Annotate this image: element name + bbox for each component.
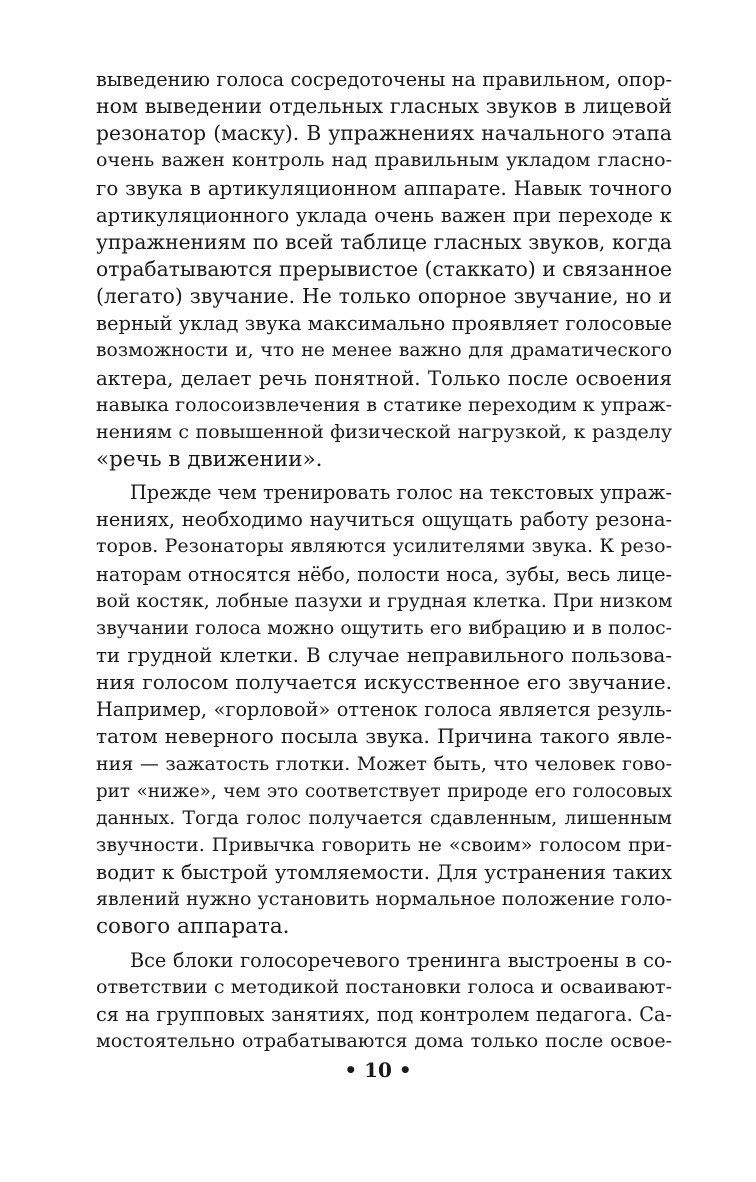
text-line: очень важен контроль над правильным укладом гласно- [96,149,672,172]
text-line: (легато) звучание. Не только опорное звучание, но и [96,284,672,309]
page-body [96,66,672,1055]
text-line: звучности. Привычка говорить не «своим» голосом при- [96,833,672,856]
text-line: сового аппарата. [96,914,290,940]
text-line: водит к быстрой утомляемости. Для устранения таких [96,861,672,885]
text-line: нениям с повышенной физической нагрузкой, к разделу [96,420,672,443]
text-line: торов. Резонаторы являются усилителями звука. К резо- [96,535,672,558]
page-number: • 10 • [344,1058,412,1082]
text-line: актера, делает речь понятной. Только после освоения [96,366,672,390]
text-line: явлений нужно установить нормальное положение голо- [96,888,672,911]
text-line: татом неверного посыла звука. Причина такого явле- [96,724,672,749]
text-line: отрабатываются прерывистое (стаккато) и связанное [96,256,672,281]
text-line: ти грудной клетки. В случае неправильного пользова- [96,643,672,667]
text-line: го звука в артикуляционном аппарате. Навык точного [96,176,672,200]
text-line: артикуляционного уклада очень важен при переходе к [96,203,672,227]
text-line: выведению голоса сосредоточены на правильном, опор- [96,68,672,91]
text-line: ся на групповых занятиях, под контролем педагога. Са- [96,1002,672,1026]
text-line: упражнениям по всей таблице гласных звуков, когда [96,229,672,254]
text-line: ния — зажатость глотки. Может быть, что человек гово- [96,752,672,775]
paragraph-2 [96,479,672,940]
text-line: ответствии с методикой постановки голоса и осваивают- [96,975,672,998]
text-line: вой костяк, лобные пазухи и грудная клетка. При низком [96,590,672,612]
text-line: навыка голосоизвлечения в статике переходим к упраж- [96,393,672,416]
text-line: верный уклад звука максимально проявляет голосовые [96,312,672,336]
text-line: резонатор (маску). В упражнениях начального этапа [96,121,672,146]
text-line: «речь в движении». [96,446,323,472]
text-line: данных. Тогда голос получается сдавленным, лишенным [96,807,672,829]
text-line: Прежде чем тренировать голос на текстовых упраж- [130,481,672,505]
text-line: Все блоки голосоречевого тренинга выстроены в со- [130,948,672,972]
paragraph-3 [96,947,672,1056]
paragraph-1 [96,66,672,473]
text-line: ном выведении отдельных гласных звуков в лицевой [96,94,672,119]
text-line: рит «ниже», чем это соответствует природе его голосовых [96,780,672,802]
text-line: возможности и, что не менее важно для драматического [96,340,672,362]
text-line: наторам относятся нёбо, полости носа, зубы, весь лице- [96,562,672,586]
text-line: ния голосом получается искусственное его звучание. [96,670,672,695]
text-line: Например, «горловой» оттенок голоса является резуль- [96,698,672,722]
text-line: мостоятельно отрабатываются дома только после освое- [96,1029,672,1052]
text-line: звучании голоса можно ощутить его вибрацию и в полос- [96,617,672,639]
text-line: нениях, необходимо научиться ощущать работу резона- [96,508,672,532]
